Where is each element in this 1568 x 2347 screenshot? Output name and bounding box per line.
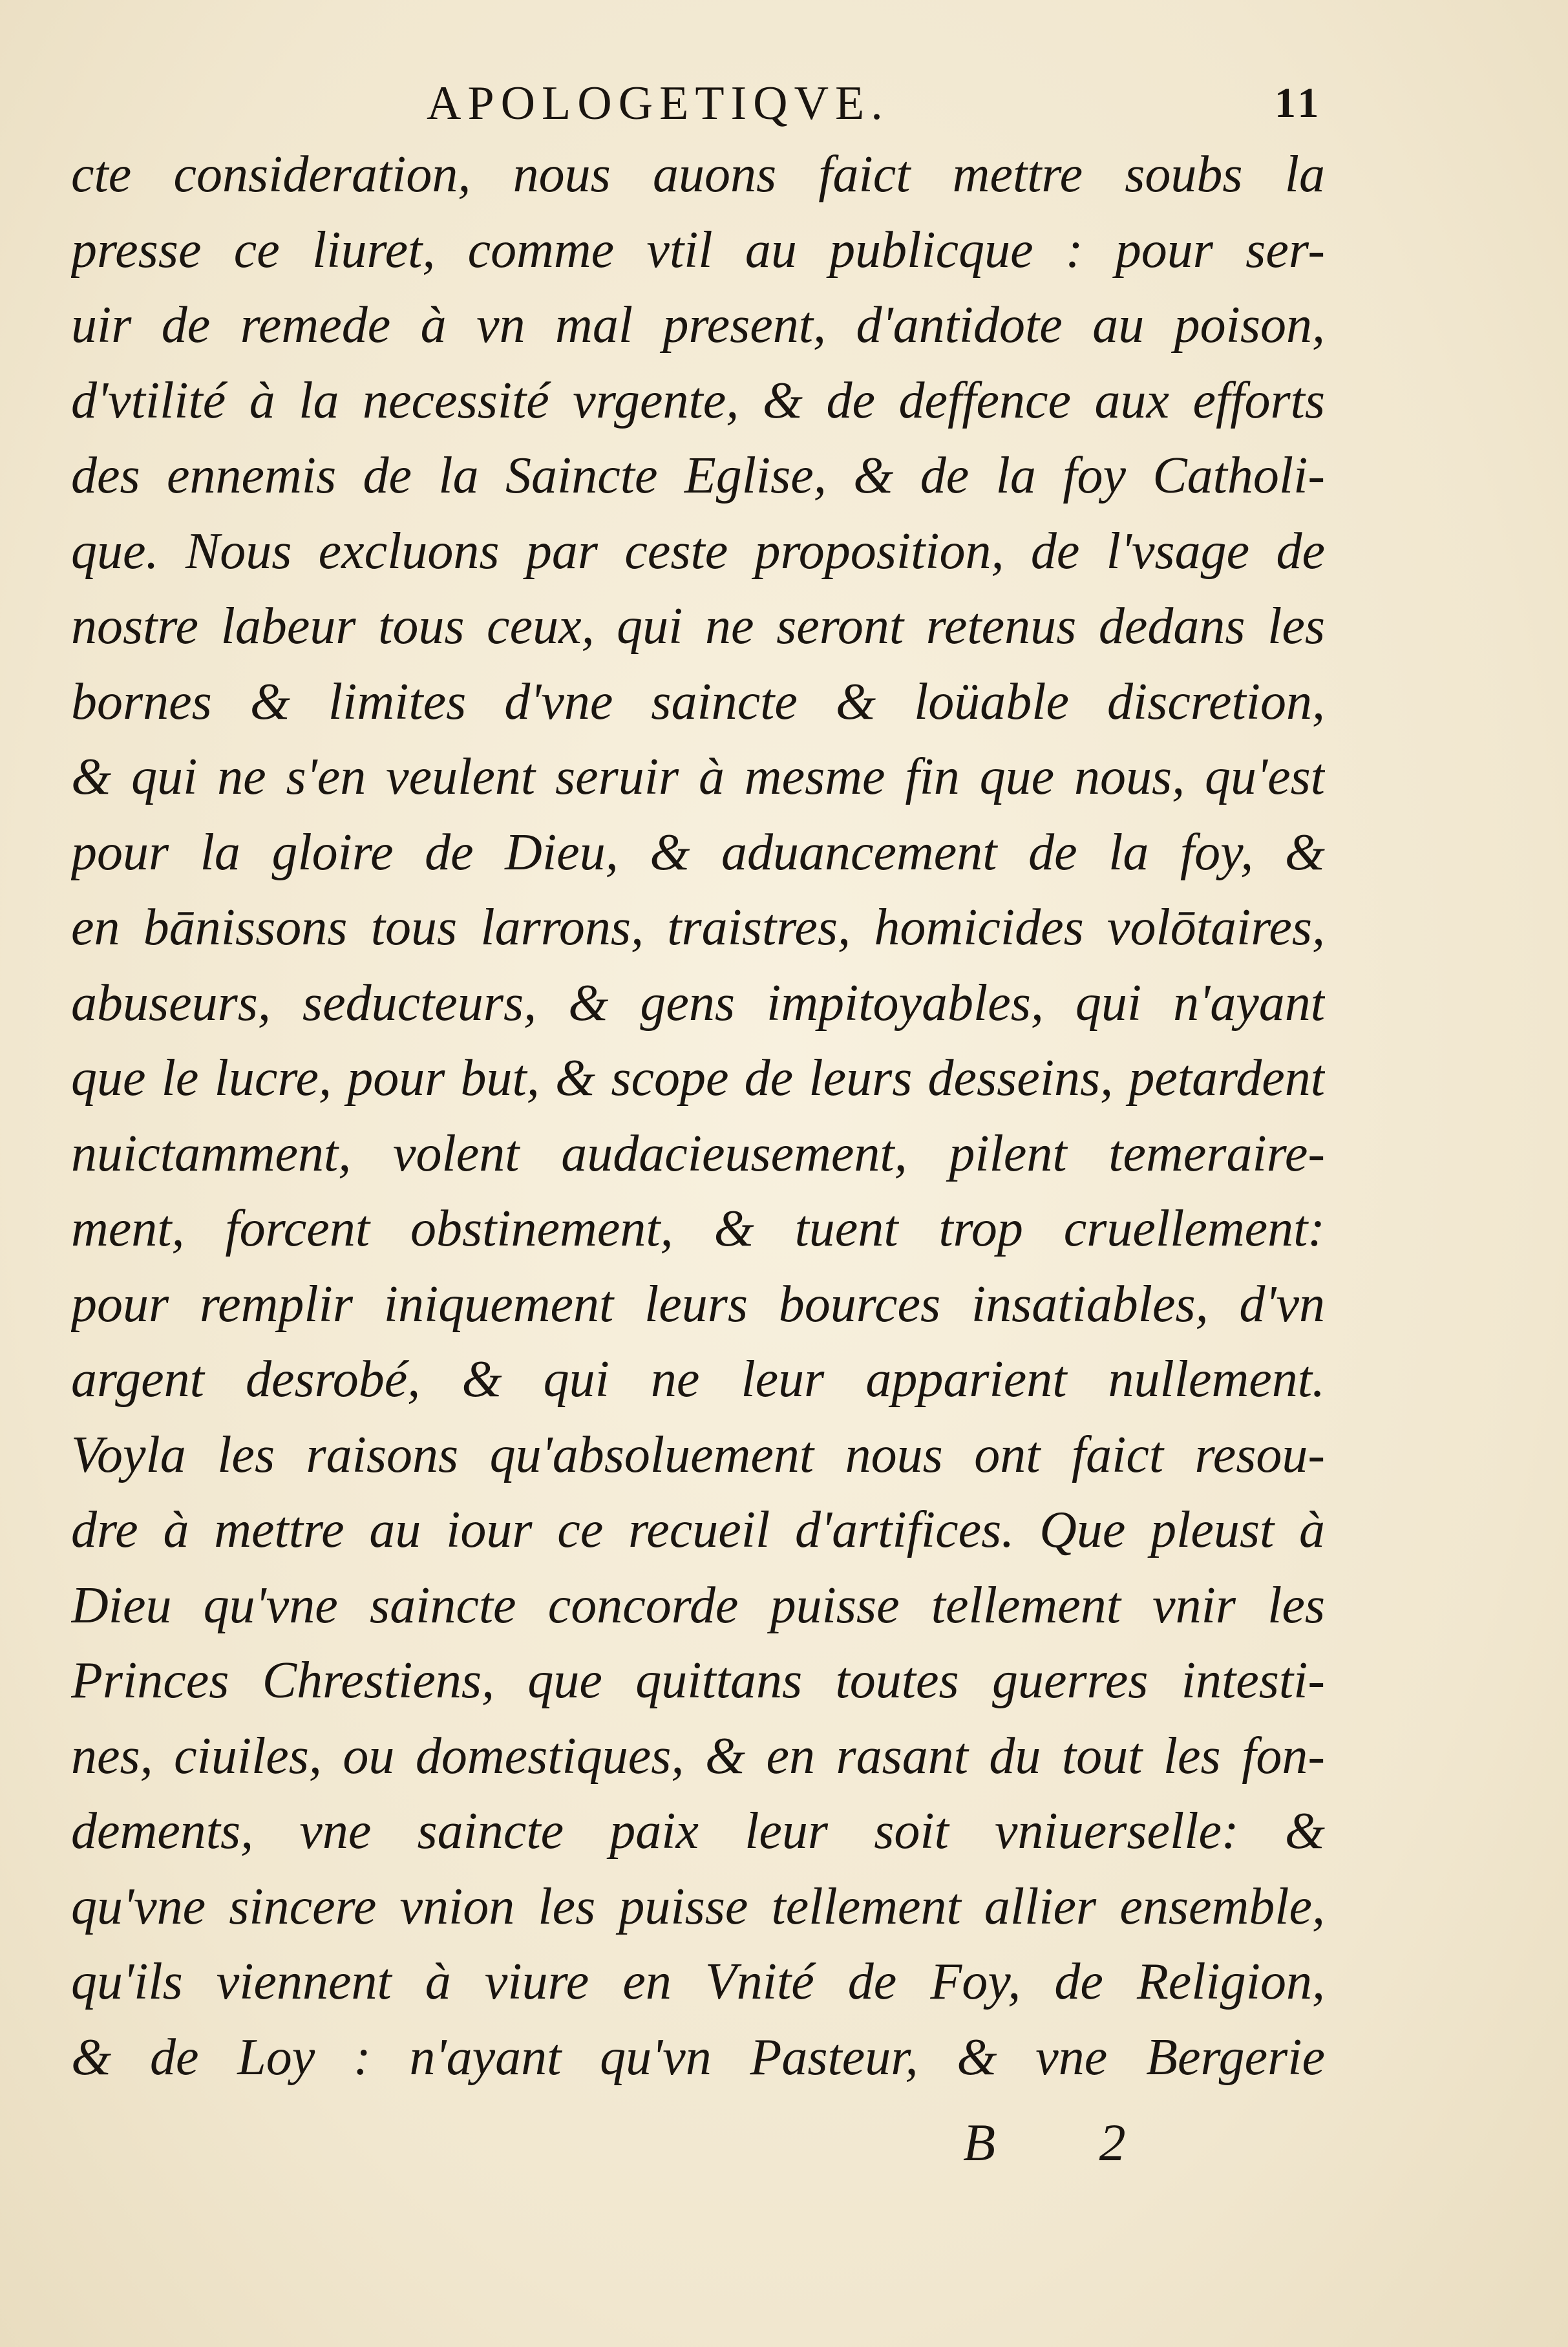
text-line: qu'vne sincere vnion les puisse tellement allier ensemble,	[71, 1878, 1325, 1935]
text-line: des ennemis de la Saincte Eglise, & de la foy Catholi-	[71, 447, 1325, 504]
text-line: dements, vne saincte paix leur soit vniuerselle: &	[71, 1803, 1325, 1860]
text-line: uir de remede à vn mal present, d'antidote au poison,	[71, 297, 1325, 354]
text-line: & de Loy : n'ayant qu'vn Pasteur, & vne Bergerie	[71, 2028, 1325, 2086]
text-line: nostre labeur tous ceux, qui ne seront retenus dedans les	[71, 598, 1325, 655]
text-line: pour remplir iniquement leurs bources insatiables, d'vn	[71, 1275, 1325, 1333]
text-line: qu'ils viennent à viure en Vnité de Foy, de Religion,	[71, 1953, 1325, 2010]
text-line: abuseurs, seducteurs, & gens impitoyables, qui n'ayant	[71, 974, 1325, 1032]
text-line: d'vtilité à la necessité vrgente, & de deffence aux efforts	[71, 372, 1325, 429]
page-number: 11	[1275, 80, 1323, 127]
running-head: APOLOGETIQVE.	[427, 77, 889, 130]
text-line: ment, forcent obstinement, & tuent trop cruellement:	[71, 1200, 1325, 1257]
text-line: pour la gloire de Dieu, & aduancement de la foy, &	[71, 823, 1325, 881]
text-line: argent desrobé, & qui ne leur apparient nullement.	[71, 1351, 1325, 1408]
text-line: nuictamment, volent audacieusement, pilent temeraire-	[71, 1125, 1325, 1182]
text-line: & qui ne s'en veulent seruir à mesme fin que nous, qu'est	[71, 749, 1325, 805]
text-line: presse ce liuret, comme vtil au publicque : pour ser-	[71, 221, 1325, 279]
text-line: Princes Chrestiens, que quittans toutes guerres intesti-	[71, 1652, 1325, 1709]
text-line: cte consideration, nous auons faict mettre soubs la	[71, 146, 1325, 203]
text-line: que. Nous excluons par ceste proposition, de l'vsage de	[71, 522, 1325, 580]
text-line: que le lucre, pour but, & scope de leurs desseins, petardent	[71, 1050, 1325, 1107]
signature-mark: B 2	[963, 2113, 1171, 2172]
text-line: Voyla les raisons qu'absoluement nous ont faict resou-	[71, 1426, 1325, 1483]
text-line: Dieu qu'vne saincte concorde puisse tellement vnir les	[71, 1577, 1325, 1634]
text-line: bornes & limites d'vne saincte & loüable discretion,	[71, 673, 1325, 730]
text-line: nes, ciuiles, ou domestiques, & en rasant du tout les fon-	[71, 1727, 1325, 1785]
text-line: en bānissons tous larrons, traistres, homicides volōtaires,	[71, 899, 1325, 956]
body-text	[71, 137, 1325, 2095]
text-line: dre à mettre au iour ce recueil d'artifices. Que pleust à	[71, 1502, 1325, 1558]
